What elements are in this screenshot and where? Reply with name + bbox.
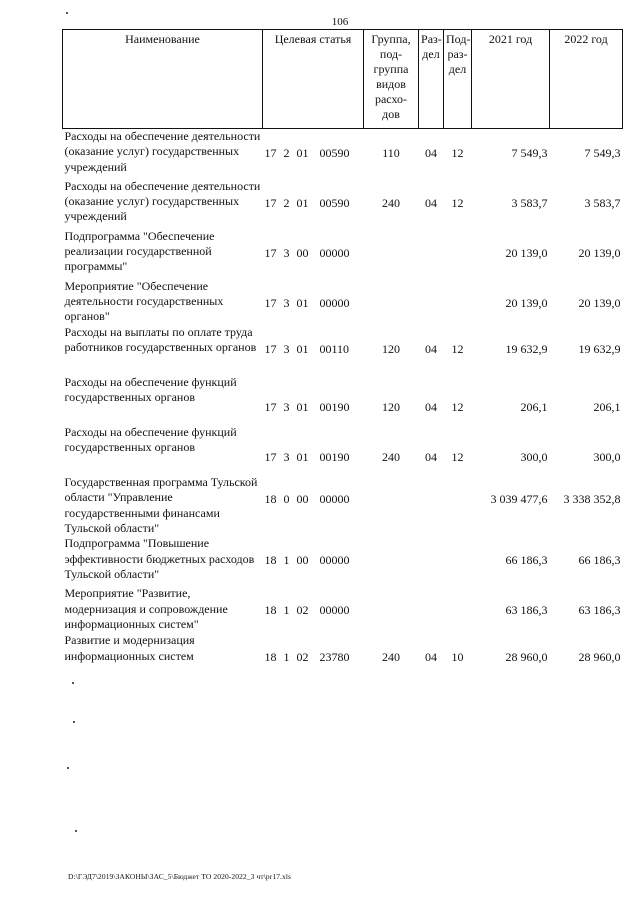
code-program: 17 xyxy=(264,195,277,210)
header-2022: 2022 год xyxy=(550,30,623,129)
table-row xyxy=(63,179,623,229)
subsection-code: 12 xyxy=(451,399,464,414)
subsection-code xyxy=(444,475,472,537)
row-name: Развитие и модернизация информационных систем xyxy=(64,633,195,663)
code-direction: 23780 xyxy=(319,650,350,665)
code-direction: 00190 xyxy=(319,449,350,464)
amount-2021: 19 632,9 xyxy=(505,341,548,356)
code-program: 17 xyxy=(264,146,277,160)
header-group-line: видов xyxy=(376,77,406,91)
file-path-footer: D:\ГЭД7\2019\ЗАКОНЫ\ЗАС_5\Бюджет ТО 2020-2022_3 чт\рr17.xls xyxy=(68,872,292,881)
table-row xyxy=(63,325,623,375)
amount-2022: 28 960,0 xyxy=(578,650,621,665)
expense-group xyxy=(364,229,419,279)
code-event: 01 xyxy=(296,341,309,356)
row-name: Расходы на обеспечение деятельности (оказание услуг) государственных учреждений xyxy=(64,129,261,174)
code-event: 02 xyxy=(296,603,309,618)
amount-2021: 20 139,0 xyxy=(505,245,548,260)
row-name: Мероприятие "Развитие, модернизация и сопровождение информационных систем" xyxy=(64,586,228,632)
code-event: 00 xyxy=(296,491,309,506)
header-section-line: дел xyxy=(422,47,440,61)
amount-2021: 3 583,7 xyxy=(511,195,548,210)
code-direction: 00110 xyxy=(319,341,350,356)
scan-speck xyxy=(72,682,74,684)
header-group-line: группа xyxy=(373,62,409,76)
code-subprogram: 0 xyxy=(283,491,290,506)
table-row xyxy=(63,279,623,325)
amount-2021: 28 960,0 xyxy=(505,650,548,665)
code-direction: 00000 xyxy=(319,245,350,260)
scan-speck xyxy=(67,767,69,769)
subsection-code xyxy=(444,229,472,279)
expense-group: 110 xyxy=(382,146,400,160)
row-name: Подпрограмма "Обеспечение реализации государственной программы" xyxy=(64,228,215,274)
section-code: 04 xyxy=(425,195,438,210)
code-event: 00 xyxy=(296,553,309,568)
amount-2021: 66 186,3 xyxy=(505,553,548,568)
expense-group: 120 xyxy=(382,341,401,356)
amount-2022: 300,0 xyxy=(593,449,621,464)
code-direction: 00590 xyxy=(319,195,350,210)
code-subprogram: 3 xyxy=(283,245,290,260)
row-name: Расходы на обеспечение деятельности (оказание услуг) государственных учреждений xyxy=(64,178,261,224)
row-name: Расходы на обеспечение функций государственных органов xyxy=(64,374,237,405)
header-target: Целевая статья xyxy=(263,30,364,129)
subsection-code xyxy=(444,279,472,325)
row-name: Мероприятие "Обеспечение деятельности государственных органов" xyxy=(64,278,224,324)
code-direction: 00590 xyxy=(319,146,350,160)
code-direction: 00000 xyxy=(319,553,350,568)
section-code: 04 xyxy=(425,449,438,464)
code-direction: 00000 xyxy=(319,603,350,618)
page-number: 106 xyxy=(331,16,349,28)
row-name: Подпрограмма "Повышение эффективности бюджетных расходов Тульской области" xyxy=(64,536,255,582)
section-code xyxy=(419,475,444,537)
amount-2022: 66 186,3 xyxy=(578,553,621,568)
header-subsection-line: дел xyxy=(448,62,467,76)
code-event: 01 xyxy=(296,146,309,160)
code-subprogram: 1 xyxy=(283,553,290,568)
code-event: 01 xyxy=(296,195,309,210)
code-subprogram: 3 xyxy=(283,341,290,356)
code-subprogram: 2 xyxy=(283,146,290,160)
code-event: 02 xyxy=(296,650,309,665)
code-event: 01 xyxy=(296,399,309,414)
row-name: Государственная программа Тульской области "Управление государственными финансами Тульской области" xyxy=(64,474,258,535)
expense-group xyxy=(364,279,419,325)
code-event: 01 xyxy=(296,295,309,310)
subsection-code: 12 xyxy=(451,146,464,160)
section-code: 04 xyxy=(425,650,438,665)
amount-2022: 63 186,3 xyxy=(578,603,621,618)
code-program: 17 xyxy=(264,399,277,414)
amount-2022: 19 632,9 xyxy=(578,341,621,356)
table-body xyxy=(63,129,623,679)
amount-2022: 3 338 352,8 xyxy=(563,491,621,506)
code-direction: 00190 xyxy=(319,399,350,414)
table-row xyxy=(63,475,623,537)
header-section-line: Раз- xyxy=(421,32,442,46)
expense-group: 120 xyxy=(382,399,401,414)
amount-2022: 7 549,3 xyxy=(584,146,621,160)
table-row xyxy=(63,586,623,633)
code-program: 18 xyxy=(264,603,277,618)
subsection-code: 12 xyxy=(451,341,464,356)
table-row xyxy=(63,375,623,425)
table-row xyxy=(63,536,623,586)
expense-group xyxy=(364,536,419,586)
header-group-line: расхо- xyxy=(374,92,408,106)
section-code xyxy=(419,279,444,325)
expense-group: 240 xyxy=(382,195,401,210)
amount-2022: 20 139,0 xyxy=(578,295,621,310)
row-name: Расходы на обеспечение функций государственных органов xyxy=(64,424,237,455)
code-subprogram: 3 xyxy=(283,295,290,310)
subsection-code: 10 xyxy=(451,650,464,665)
subsection-code xyxy=(444,586,472,633)
header-group-line: под- xyxy=(379,47,403,61)
table-row xyxy=(63,425,623,475)
expense-group: 240 xyxy=(382,449,401,464)
code-program: 17 xyxy=(264,245,277,260)
code-subprogram: 3 xyxy=(283,449,290,464)
header-subsection xyxy=(444,30,472,129)
amount-2022: 206,1 xyxy=(593,399,621,414)
code-subprogram: 2 xyxy=(283,195,290,210)
section-code xyxy=(419,586,444,633)
expense-group xyxy=(364,586,419,633)
scan-speck xyxy=(73,721,75,723)
row-name: Расходы на выплаты по оплате труда работников государственных органов xyxy=(64,324,257,355)
code-direction: 00000 xyxy=(319,295,350,310)
code-program: 17 xyxy=(264,341,277,356)
code-program: 17 xyxy=(264,295,277,310)
amount-2022: 20 139,0 xyxy=(578,245,621,260)
amount-2022: 3 583,7 xyxy=(584,195,621,210)
scan-speck xyxy=(66,12,68,14)
code-program: 18 xyxy=(264,650,277,665)
header-2021: 2021 год xyxy=(472,30,550,129)
section-code: 04 xyxy=(425,341,438,356)
code-event: 00 xyxy=(296,245,309,260)
section-code xyxy=(419,229,444,279)
amount-2021: 300,0 xyxy=(520,449,548,464)
code-direction: 00000 xyxy=(319,491,350,506)
amount-2021: 20 139,0 xyxy=(505,295,548,310)
amount-2021: 206,1 xyxy=(520,399,548,414)
subsection-code: 12 xyxy=(451,449,464,464)
subsection-code: 12 xyxy=(451,195,464,210)
section-code: 04 xyxy=(425,399,438,414)
budget-table xyxy=(62,29,623,678)
table-row xyxy=(63,229,623,279)
header-section xyxy=(419,30,444,129)
code-subprogram: 1 xyxy=(283,603,290,618)
header-subsection-line: Под- xyxy=(446,32,471,46)
expense-group xyxy=(364,475,419,537)
scan-speck xyxy=(75,830,77,832)
code-program: 17 xyxy=(264,449,277,464)
expense-group: 240 xyxy=(382,650,401,665)
amount-2021: 3 039 477,6 xyxy=(490,491,548,506)
code-program: 18 xyxy=(264,491,277,506)
section-code: 04 xyxy=(425,146,438,160)
table-row xyxy=(63,129,623,179)
amount-2021: 7 549,3 xyxy=(511,146,548,160)
code-program: 18 xyxy=(264,553,277,568)
amount-2021: 63 186,3 xyxy=(505,603,548,618)
table-header xyxy=(63,30,623,129)
table-row xyxy=(63,633,623,678)
code-event: 01 xyxy=(296,449,309,464)
code-subprogram: 3 xyxy=(283,399,290,414)
header-group-line: дов xyxy=(382,107,400,121)
subsection-code xyxy=(444,536,472,586)
code-subprogram: 1 xyxy=(283,650,290,665)
section-code xyxy=(419,536,444,586)
header-group-line: Группа, xyxy=(371,32,411,46)
header-name: Наименование xyxy=(63,30,263,129)
header-subsection-line: раз- xyxy=(447,47,468,61)
header-group xyxy=(364,30,419,129)
